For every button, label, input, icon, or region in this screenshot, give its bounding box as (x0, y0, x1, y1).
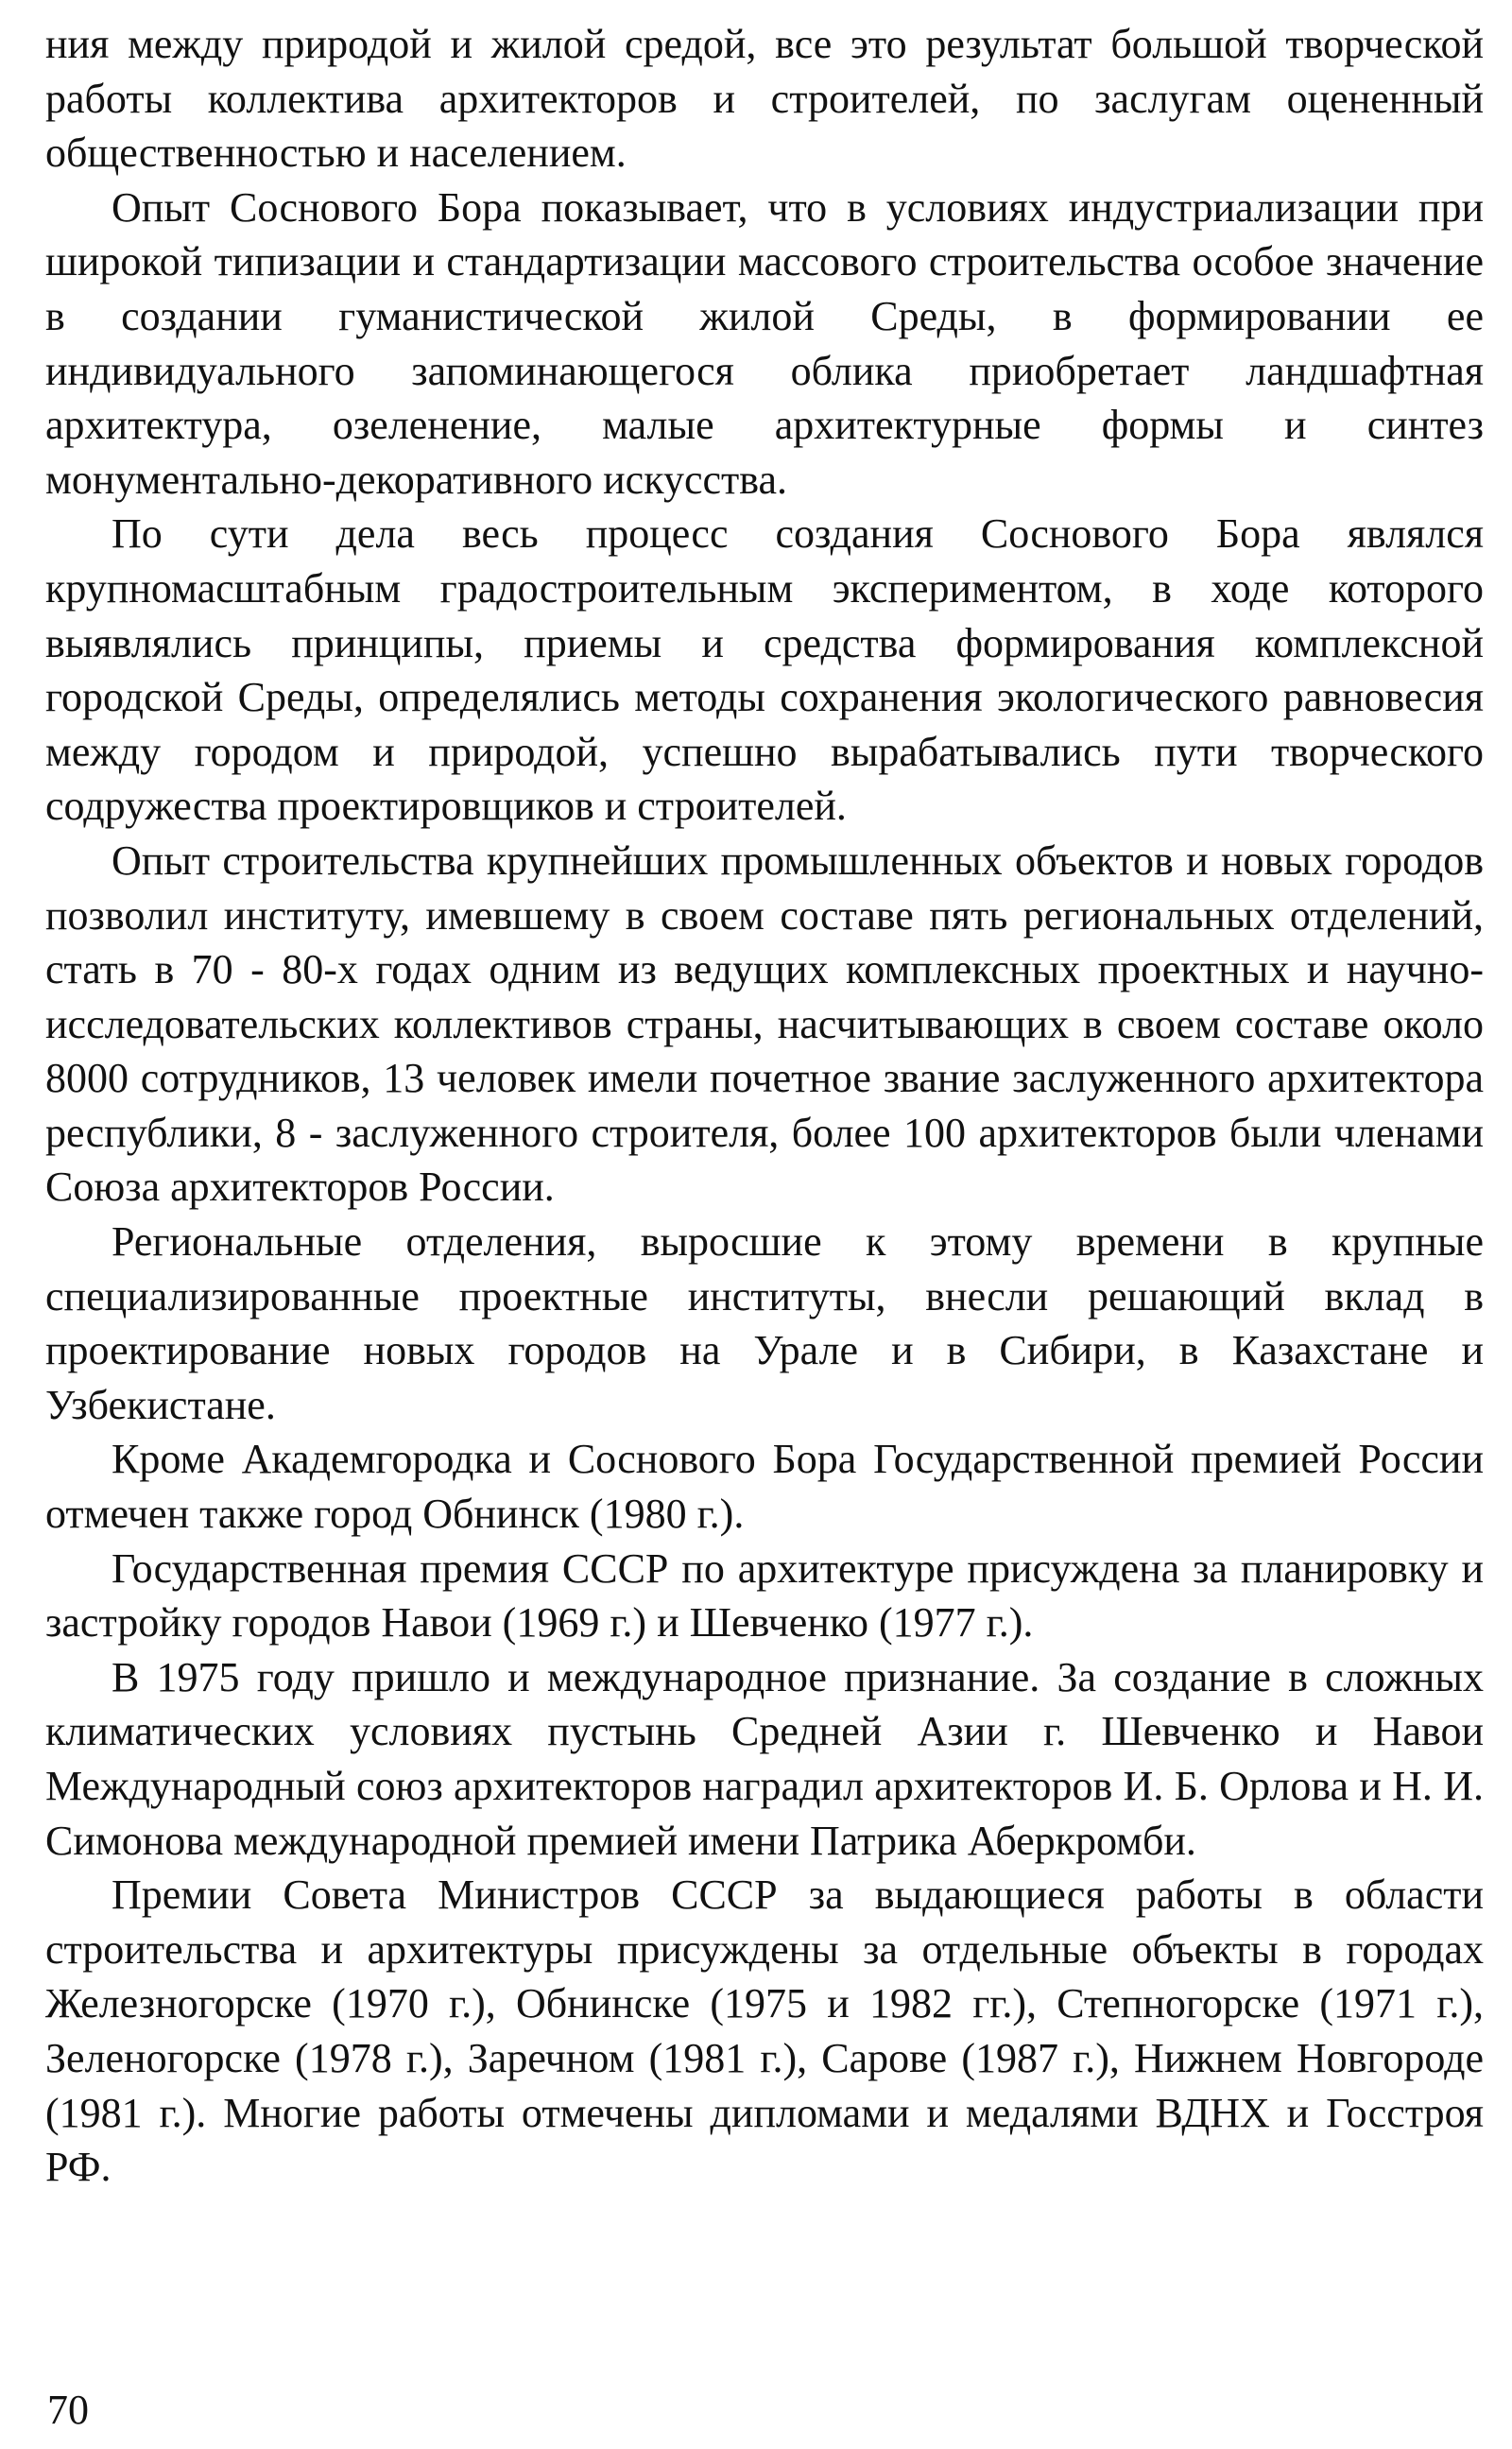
page-body (45, 17, 1484, 2195)
paragraph-continuation: ния между природой и жилой средой, все это результат большой творческой работы коллектива архитекторов и строителей, по заслугам оцененный общественностью и населением. (45, 21, 1484, 177)
paragraph-council-of-ministers-prizes: Премии Совета Министров СССР за выдающиеся работы в области строительства и архитектуры присуждены за отдельные объекты в городах Железногорске (1970 г.), Обнинске (1975 и 1982 гг.), Степногорске (1971 г.), Зеленогорске (1978 г.), Заречном (1981 г.), Сарове (1987 г.), Нижнем Новгороде (1981 г.). Многие работы отмечены дипломами и медалями ВДНХ и Госстроя РФ. (45, 1871, 1484, 2191)
paragraph-state-prize-russia: Кроме Академгородка и Соснового Бора Государственной премией России отмечен также город Обнинск (1980 г.). (45, 1436, 1484, 1538)
paragraph-state-prize-ussr: Государственная премия СССР по архитектуре присуждена за планировку и застройку городов Навои (1969 г.) и Шевченко (1977 г.). (45, 1544, 1484, 1647)
paragraph-urban-experiment: По сути дела весь процесс создания Соснового Бора являлся крупномасштабным градостроительным экспериментом, в ходе которого выявлялись принципы, приемы и средства формирования комплексной городской Среды, определялись методы сохранения экологического равновесия между городом и природой, успешно вырабатывались пути творческого содружества проектировщиков и строителей. (45, 510, 1484, 830)
paragraph-international-recognition: В 1975 году пришло и международное признание. За создание в сложных климатических условиях пустынь Средней Азии г. Шевченко и Навои Международный союз архитекторов наградил архитекторов И. Б. Орлова и Н. И. Симонова международной премией имени Патрика Аберкромби. (45, 1653, 1484, 1864)
page-number: 70 (47, 2387, 89, 2433)
paragraph-regional-branches: Региональные отделения, выросшие к этому времени в крупные специализированные проектные институты, внесли решающий вклад в проектирование новых городов на Урале и в Сибири, в Казахстане и Узбекистане. (45, 1218, 1484, 1428)
paragraph-institute-growth: Опыт строительства крупнейших промышленных объектов и новых городов позволил институту, имевшему в своем составе пять региональных отделений, стать в 70 - 80-х годах одним из ведущих комплексных проектных и научно-исследовательских коллективов страны, насчитывающих в своем составе около 8000 сотрудников, 13 человек имели почетное звание заслуженного архитектора республики, 8 - заслуженного строителя, более 100 архитекторов были членами Союза архитекторов России. (45, 836, 1484, 1211)
paragraph-sosnovy-bor-experience: Опыт Соснового Бора показывает, что в условиях индустриализации при широкой типизации и стандартизации массового строительства особое значение в создании гуманистической жилой Среды, в формировании ее индивидуального запоминающегося облика приобретает ландшафтная архитектура, озеленение, малые архитектурные формы и синтез монументально-декоративного искусства. (45, 183, 1484, 503)
